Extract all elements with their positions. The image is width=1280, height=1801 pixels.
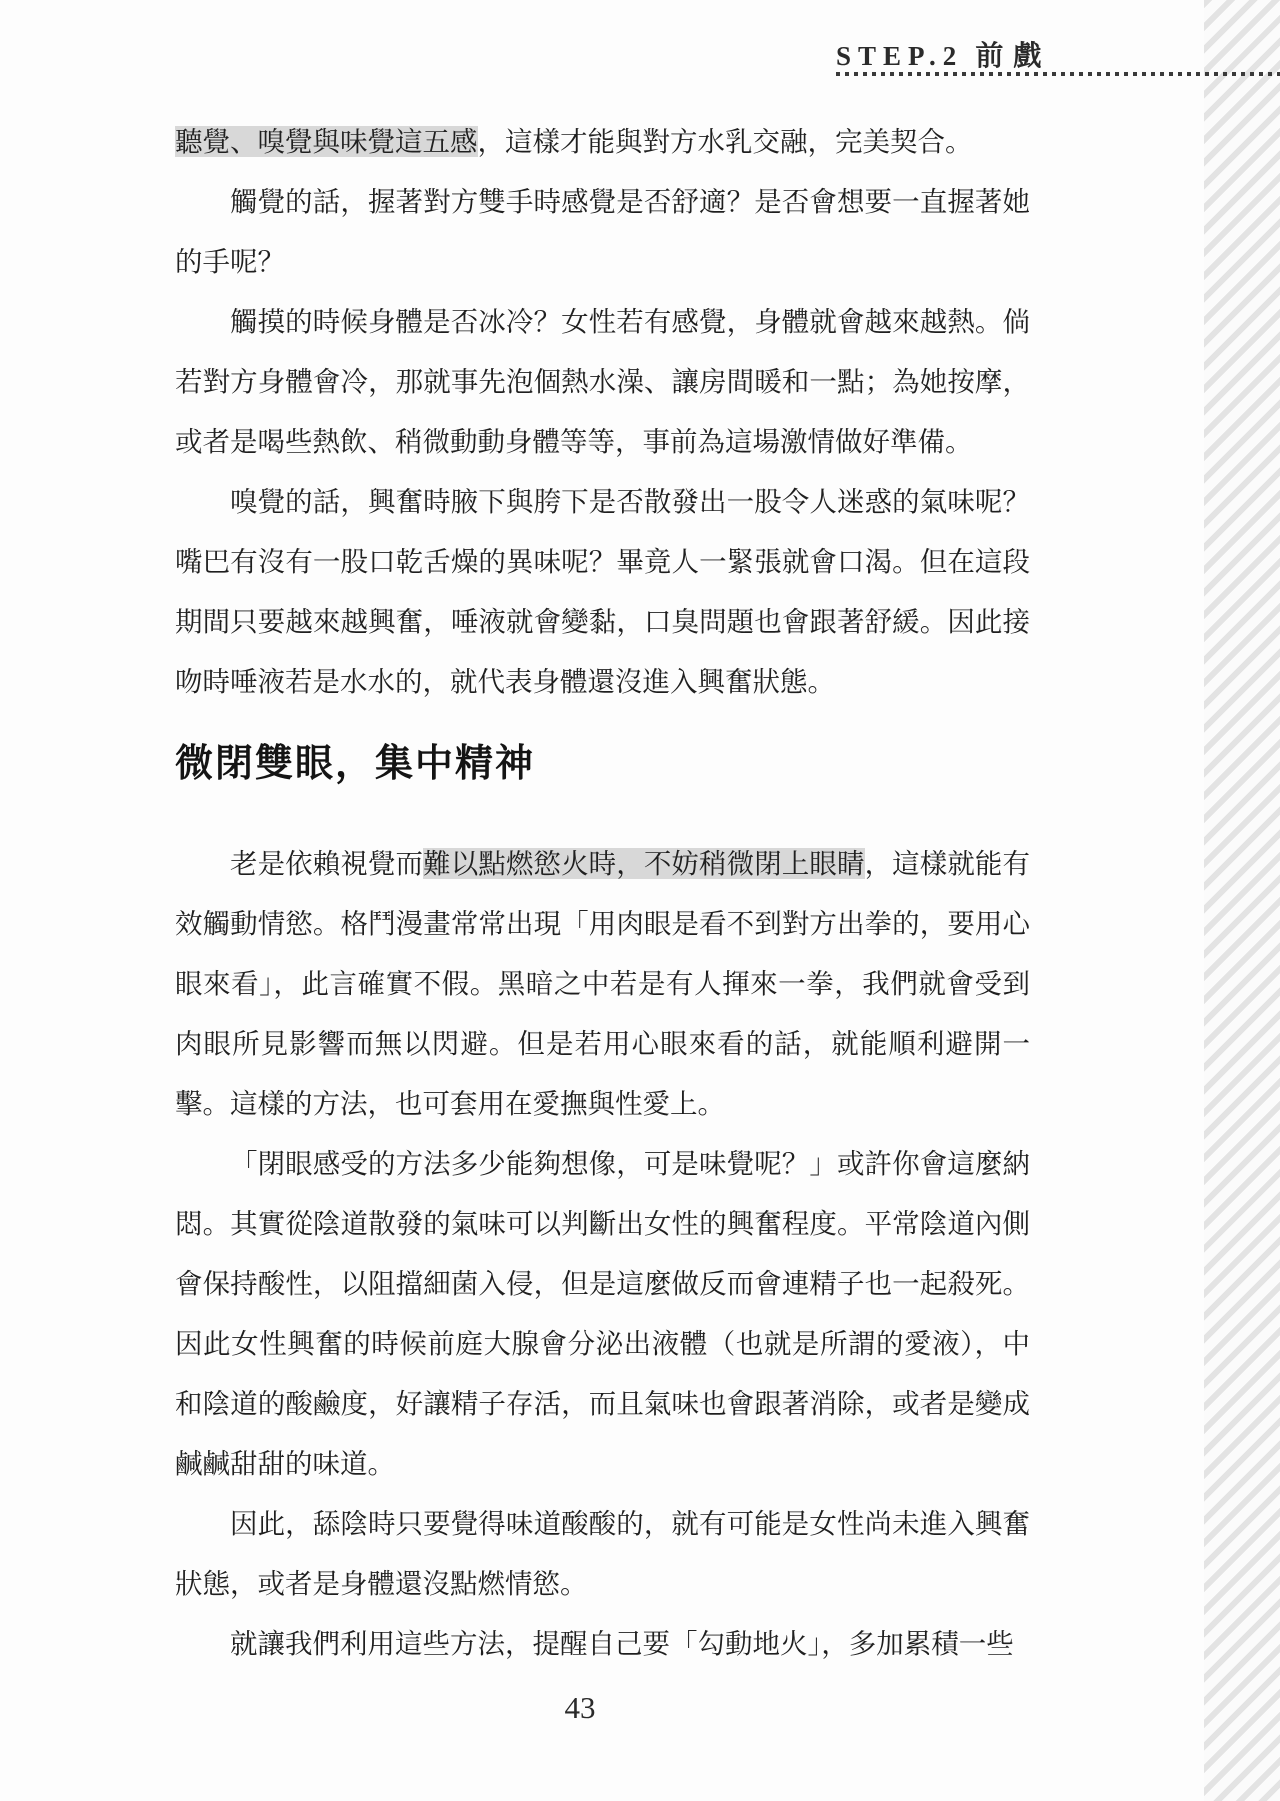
paragraph: [175, 172, 1030, 292]
running-head: [836, 34, 1051, 74]
section-heading: 微閉雙眼，集中精神: [175, 743, 536, 785]
page-number: 43: [564, 1690, 596, 1725]
text-segment: 老是依賴視覺而: [230, 848, 424, 879]
dotted-rule: [836, 72, 1280, 77]
decorative-stripe-band: [1204, 0, 1280, 1801]
step-label: STEP.2: [836, 41, 964, 71]
text-segment: 觸覺的話，握著對方雙手時感覺是否舒適？是否會想要一直握著她的手呢？: [175, 186, 1030, 277]
body-text: [175, 112, 1030, 1674]
text-segment: ，這樣就能有效觸動情慾。格鬥漫畫常常出現「用肉眼是看不到對方出拳的，要用心眼來看」，此言確實不假。黑暗之中若是有人揮來一拳，我們就會受到肉眼所見影響而無以閃避。但是若用心眼來看的話，就能順利避開一擊。這樣的方法，也可套用在愛撫與性愛上。: [175, 848, 1031, 1119]
text-segment: 「閉眼感受的方法多少能夠想像，可是味覺呢？」或許你會這麼納悶。其實從陰道散發的氣味可以判斷出女性的興奮程度。平常陰道內側會保持酸性，以阻擋細菌入侵，但是這麼做反而會連精子也一起殺死。因此女性興奮的時候前庭大腺會分泌出液體（也就是所謂的愛液），中和陰道的酸鹼度，好讓精子存活，而且氣味也會跟著消除，或者是變成鹹鹹甜甜的味道。: [175, 1148, 1030, 1479]
text-segment: 觸摸的時候身體是否冰冷？女性若有感覺，身體就會越來越熱。倘若對方身體會冷，那就事先泡個熱水澡、讓房間暖和一點；為她按摩，或者是喝些熱飲、稍微動動身體等等，事前為這場激情做好準備。: [175, 306, 1030, 457]
paragraph: [175, 1614, 1030, 1674]
highlighted-text: 聽覺、嗅覺與味覺這五感: [175, 126, 478, 157]
text-segment: 就讓我們利用這些方法，提醒自己要「勾動地火」，多加累積一些: [230, 1628, 1014, 1659]
highlighted-text: 難以點燃慾火時，不妨稍微閉上眼睛: [423, 848, 865, 879]
chapter-title: 前戲: [975, 40, 1052, 71]
paragraph: [175, 1134, 1030, 1494]
text-segment: ，這樣才能與對方水乳交融，完美契合。: [477, 126, 973, 157]
paragraph: [175, 472, 1030, 712]
paragraph: [175, 834, 1030, 1134]
text-segment: 因此，舔陰時只要覺得味道酸酸的，就有可能是女性尚未進入興奮狀態，或者是身體還沒點燃情慾。: [175, 1508, 1030, 1599]
text-segment: 嗅覺的話，興奮時腋下與胯下是否散發出一股令人迷惑的氣味呢？嘴巴有沒有一股口乾舌燥的異味呢？畢竟人一緊張就會口渴。但在這段期間只要越來越興奮，唾液就會變黏，口臭問題也會跟著舒緩。因此接吻時唾液若是水水的，就代表身體還沒進入興奮狀態。: [175, 486, 1030, 697]
paragraph: [175, 292, 1030, 472]
paragraph: [175, 112, 1030, 172]
paragraph: [175, 1494, 1030, 1614]
